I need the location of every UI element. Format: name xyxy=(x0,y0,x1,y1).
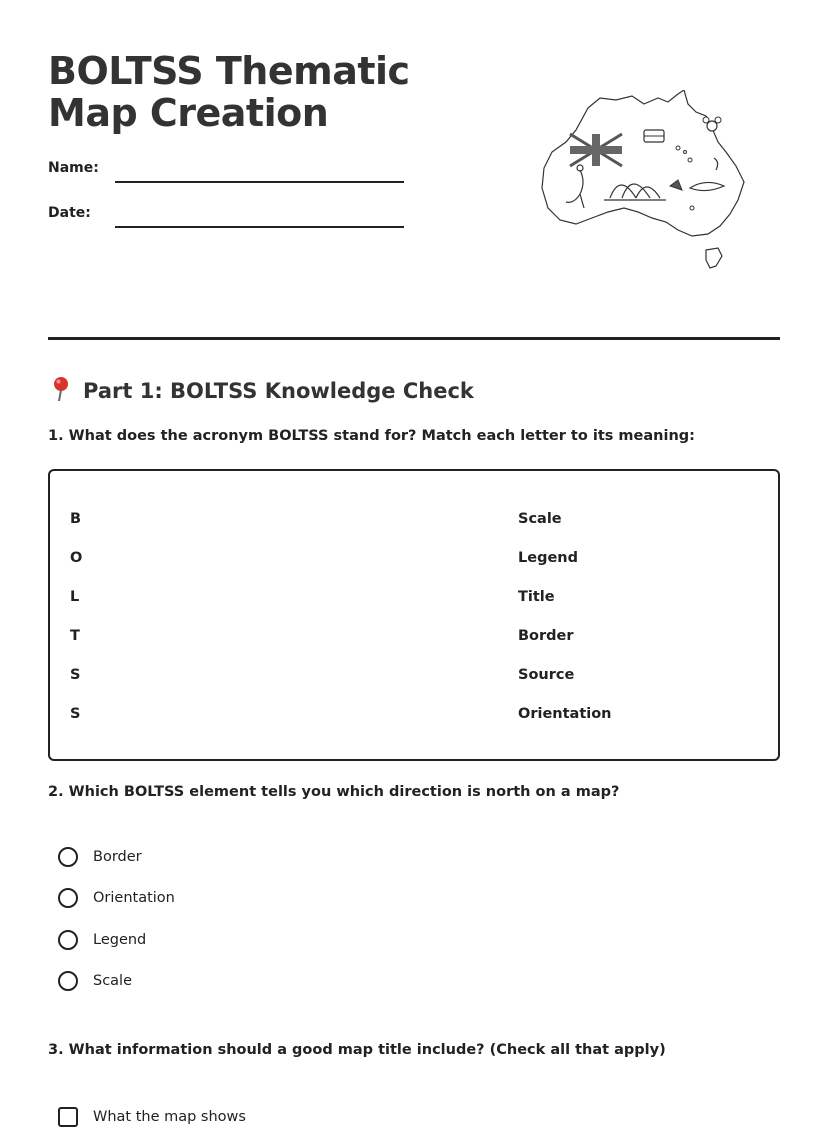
meaning-item[interactable]: Orientation xyxy=(518,706,612,722)
option-label: What the map shows xyxy=(93,1108,246,1125)
option-scale[interactable] xyxy=(58,961,175,1003)
option-label: Orientation xyxy=(93,890,175,907)
letter-item: L xyxy=(70,589,80,605)
worksheet-page xyxy=(48,0,780,1125)
page-title: BOLTSS Thematic Map Creation xyxy=(48,49,410,135)
meaning-item[interactable]: Border xyxy=(518,628,574,644)
meaning-list xyxy=(518,508,612,742)
letter-list xyxy=(70,508,82,742)
section-divider xyxy=(48,337,780,340)
part1-heading xyxy=(48,375,474,403)
date-input-line[interactable] xyxy=(115,226,404,228)
meaning-item[interactable]: Title xyxy=(518,589,555,605)
option-orientation[interactable] xyxy=(58,878,175,920)
radio-button[interactable] xyxy=(58,847,78,867)
option-label: Legend xyxy=(93,931,147,948)
meaning-item[interactable]: Legend xyxy=(518,550,578,566)
name-label: Name: xyxy=(48,160,99,176)
question-3-options xyxy=(58,1096,246,1138)
letter-item: S xyxy=(70,667,81,683)
meaning-item[interactable]: Source xyxy=(518,667,575,683)
question-1-text: 1. What does the acronym BOLTSS stand for? Match each letter to its meaning: xyxy=(48,428,695,444)
question-2-options xyxy=(58,836,175,1002)
option-label: Scale xyxy=(93,973,133,990)
letter-item: T xyxy=(70,628,80,644)
australia-map-illustration-icon xyxy=(540,90,750,272)
meaning-item[interactable]: Scale xyxy=(518,511,562,527)
radio-button[interactable] xyxy=(58,888,78,908)
question-3-text: 3. What information should a good map title include? (Check all that apply) xyxy=(48,1042,666,1058)
radio-button[interactable] xyxy=(58,930,78,950)
letter-item: O xyxy=(70,550,83,566)
option-label: Border xyxy=(93,848,142,865)
option-legend[interactable] xyxy=(58,919,175,961)
name-input-line[interactable] xyxy=(115,181,404,183)
radio-button[interactable] xyxy=(58,971,78,991)
date-label: Date: xyxy=(48,205,91,221)
matching-box xyxy=(48,469,780,761)
option-border[interactable] xyxy=(58,836,175,878)
letter-item: B xyxy=(70,511,82,527)
option-what-map-shows[interactable] xyxy=(58,1096,246,1138)
checkbox[interactable] xyxy=(58,1107,78,1127)
letter-item: S xyxy=(70,706,81,722)
question-2-text: 2. Which BOLTSS element tells you which direction is north on a map? xyxy=(48,784,620,800)
part1-heading-text: Part 1: BOLTSS Knowledge Check xyxy=(83,379,474,403)
map-pin-icon xyxy=(48,375,74,401)
